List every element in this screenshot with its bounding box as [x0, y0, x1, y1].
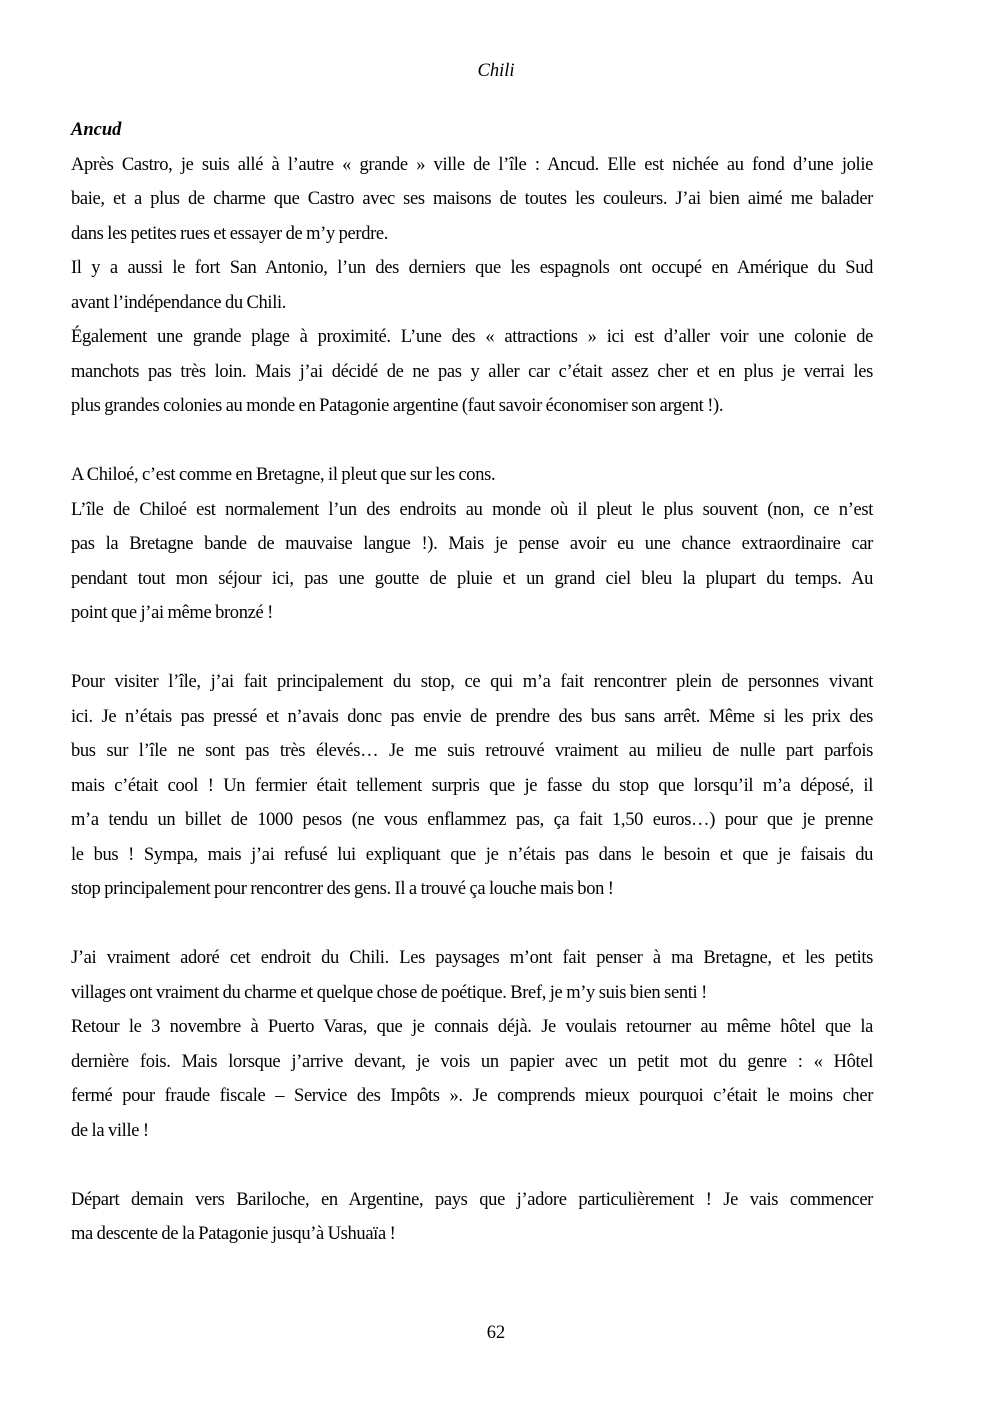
paragraph	[71, 945, 873, 1014]
text-line: plus grandes colonies au monde en Patagonie argentine (faut savoir économiser son argent !).	[71, 396, 724, 416]
text-line: de la ville !	[71, 1120, 149, 1141]
text-line: manchots pas très loin. Mais j’ai décidé de ne pas y aller car c’était assez cher et en plus je verrai les	[71, 361, 873, 382]
paragraph	[71, 255, 873, 324]
page-number: 62	[486, 1323, 506, 1343]
text-line: Pour visiter l’île, j’ai fait principalement du stop, ce qui m’a fait rencontrer plein de personnes vivant	[71, 672, 873, 692]
blank-line	[71, 635, 873, 670]
section-title: Ancud	[71, 120, 122, 140]
text-line: pas la Bretagne bande de mauvaise langue !). Mais je pense avoir eu une chance extraordinaire car	[71, 534, 873, 554]
text-line: Départ demain vers Bariloche, en Argentine, pays que j’adore particulièrement ! Je vais commencer	[71, 1189, 873, 1210]
paragraph	[71, 1014, 873, 1152]
text-line: fermé pour fraude fiscale – Service des Impôts ». Je comprends mieux pourquoi c’était le moins cher	[71, 1086, 873, 1106]
text-line: Retour le 3 novembre à Puerto Varas, que je connais déjà. Je voulais retourner au même hôtel que la	[71, 1017, 873, 1037]
running-head: Chili	[477, 61, 515, 81]
paragraph	[71, 669, 873, 911]
text-line: mais c’était cool ! Un fermier était tellement surpris que je fasse du stop que lorsqu’il m’a déposé, il	[71, 775, 873, 796]
text-line: Il y a aussi le fort San Antonio, l’un des derniers que les espagnols ont occupé en Amérique du Sud	[71, 258, 873, 278]
text-line: avant l’indépendance du Chili.	[71, 292, 287, 313]
text-line: Après Castro, je suis allé à l’autre « grande » ville de l’île : Ancud. Elle est nichée au fond d’une jolie	[71, 154, 873, 175]
text-line: pendant tout mon séjour ici, pas une goutte de pluie et un grand ciel bleu la plupart du temps. Au	[71, 568, 873, 589]
text-line: point que j’ai même bronzé !	[71, 603, 273, 623]
blank-line	[71, 911, 873, 946]
text-line: ici. Je n’étais pas pressé et n’avais donc pas envie de prendre des bus sans arrêt. Même si les prix des	[71, 706, 873, 727]
text-line: dans les petites rues et essayer de m’y perdre.	[71, 223, 389, 244]
paragraph	[71, 1187, 873, 1256]
paragraph	[71, 497, 873, 635]
paragraph	[71, 324, 873, 428]
paragraph	[71, 462, 873, 497]
blank-line	[71, 1152, 873, 1187]
text-line: L’île de Chiloé est normalement l’un des endroits au monde où il pleut le plus souvent (non, ce n’est	[71, 499, 873, 520]
text-line: ma descente de la Patagonie jusqu’à Ushuaïa !	[71, 1224, 396, 1244]
paragraph	[71, 152, 873, 256]
text-line: Également une grande plage à proximité. L’une des « attractions » ici est d’aller voir une colonie de	[71, 327, 873, 347]
text-line: baie, et a plus de charme que Castro avec ses maisons de toutes les couleurs. J’ai bien aimé me balader	[71, 189, 873, 209]
text-line: villages ont vraiment du charme et quelque chose de poétique. Bref, je m’y suis bien senti !	[71, 982, 707, 1003]
text-line: J’ai vraiment adoré cet endroit du Chili. Les paysages m’ont fait penser à ma Bretagne, et les petits	[71, 948, 873, 968]
text-line: stop principalement pour rencontrer des gens. Il a trouvé ça louche mais bon !	[71, 879, 614, 899]
text-line: A Chiloé, c’est comme en Bretagne, il pleut que sur les cons.	[71, 465, 496, 485]
text-line: dernière fois. Mais lorsque j’arrive devant, je vois un papier avec un petit mot du genre : « Hôtel	[71, 1051, 873, 1072]
text-line: le bus ! Sympa, mais j’ai refusé lui expliquant que je n’étais pas dans le besoin et que je faisais du	[71, 844, 873, 865]
page-body	[71, 117, 873, 1256]
blank-line	[71, 428, 873, 463]
text-line: bus sur l’île ne sont pas très élevés… Je me suis retrouvé vraiment au milieu de nulle part parfois	[71, 741, 873, 761]
text-line: m’a tendu un billet de 1000 pesos (ne vous enflammez pas, ça fait 1,50 euros…) pour que je prenne	[71, 810, 873, 830]
